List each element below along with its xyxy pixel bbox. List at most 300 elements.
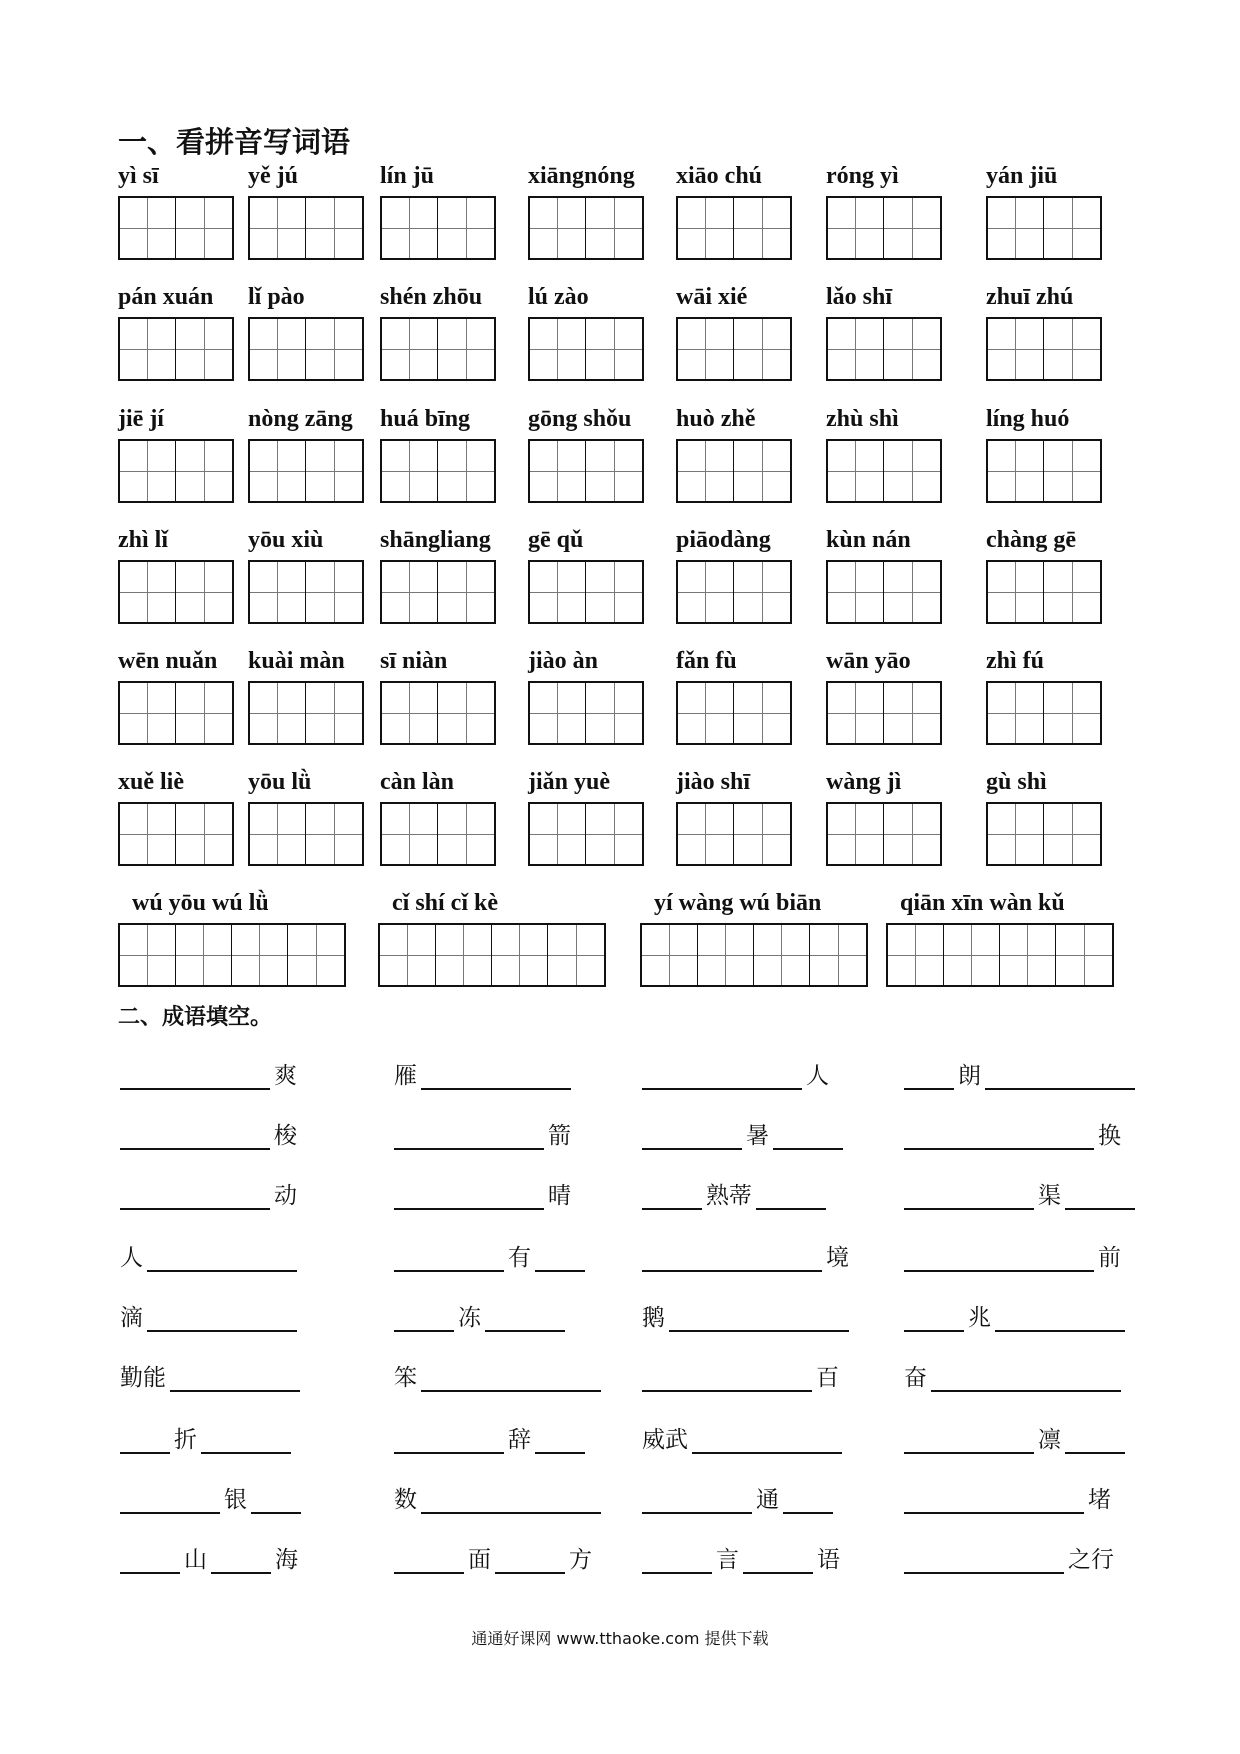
pinyin-label: shāngliang xyxy=(380,527,491,553)
idiom-item xyxy=(902,1050,1137,1090)
pinyin-label: zhù shì xyxy=(826,406,899,432)
tianzige-grid[interactable] xyxy=(826,802,942,866)
idiom-character: 前 xyxy=(1098,1245,1121,1271)
idiom-row xyxy=(0,1170,1240,1210)
idiom-item xyxy=(640,1534,842,1574)
idiom-row xyxy=(0,1534,1240,1574)
pinyin-label: zhì fú xyxy=(986,648,1045,674)
writing-cell[interactable] xyxy=(438,441,494,501)
writing-cell[interactable] xyxy=(120,319,176,379)
writing-cell[interactable] xyxy=(382,441,438,501)
writing-cell[interactable] xyxy=(734,441,790,501)
writing-cell[interactable] xyxy=(884,198,940,258)
idiom-character: 兆 xyxy=(968,1305,991,1331)
idiom-character: 银 xyxy=(224,1487,247,1513)
blank-line[interactable] xyxy=(904,1544,1064,1574)
tianzige-grid[interactable] xyxy=(528,317,644,381)
pinyin-label: piāodàng xyxy=(676,527,771,553)
writing-cell[interactable] xyxy=(438,683,494,743)
writing-cell[interactable] xyxy=(754,925,810,985)
pinyin-label: jiǎn yuè xyxy=(528,769,611,795)
tianzige-grid[interactable] xyxy=(676,439,792,503)
writing-cell[interactable] xyxy=(530,683,586,743)
writing-cell[interactable] xyxy=(1044,804,1100,864)
tianzige-grid[interactable] xyxy=(248,560,364,624)
writing-cell[interactable] xyxy=(1056,925,1112,985)
tianzige-grid[interactable] xyxy=(528,681,644,745)
writing-cell[interactable] xyxy=(120,562,176,622)
writing-cell[interactable] xyxy=(1000,925,1056,985)
tianzige-grid[interactable] xyxy=(826,439,942,503)
tianzige-grid[interactable] xyxy=(826,681,942,745)
idiom-character: 鹅 xyxy=(642,1305,665,1331)
pinyin-label: zhuī zhú xyxy=(986,284,1074,310)
writing-cell[interactable] xyxy=(944,925,1000,985)
writing-cell[interactable] xyxy=(288,925,344,985)
writing-cell[interactable] xyxy=(438,804,494,864)
idiom-character: 人 xyxy=(120,1245,143,1271)
writing-cell[interactable] xyxy=(492,925,548,985)
writing-cell[interactable] xyxy=(382,562,438,622)
tianzige-grid[interactable] xyxy=(118,560,234,624)
idiom-item xyxy=(118,1050,299,1090)
tianzige-grid[interactable] xyxy=(118,439,234,503)
tianzige-grid[interactable] xyxy=(676,196,792,260)
blank-line[interactable] xyxy=(120,1484,220,1514)
idiom-item xyxy=(392,1110,573,1150)
idiom-item xyxy=(118,1534,300,1574)
tianzige-grid[interactable] xyxy=(380,681,496,745)
writing-cell[interactable] xyxy=(176,804,232,864)
idiom-character: 渠 xyxy=(1038,1183,1061,1209)
tianzige-grid[interactable] xyxy=(676,317,792,381)
idiom-item xyxy=(640,1414,844,1454)
writing-cell[interactable] xyxy=(988,319,1044,379)
blank-line[interactable] xyxy=(773,1120,843,1150)
writing-cell[interactable] xyxy=(176,925,232,985)
tianzige-grid[interactable] xyxy=(248,681,364,745)
tianzige-grid[interactable] xyxy=(118,923,346,987)
writing-cell[interactable] xyxy=(530,441,586,501)
blank-line[interactable] xyxy=(170,1362,300,1392)
pinyin-label: wān yāo xyxy=(826,648,911,674)
blank-line[interactable] xyxy=(1065,1180,1135,1210)
blank-line[interactable] xyxy=(904,1180,1034,1210)
writing-cell[interactable] xyxy=(586,198,642,258)
writing-cell[interactable] xyxy=(828,198,884,258)
blank-line[interactable] xyxy=(394,1302,454,1332)
blank-line[interactable] xyxy=(904,1302,964,1332)
writing-cell[interactable] xyxy=(530,804,586,864)
writing-cell[interactable] xyxy=(548,925,604,985)
writing-cell[interactable] xyxy=(988,198,1044,258)
writing-cell[interactable] xyxy=(306,441,362,501)
blank-line[interactable] xyxy=(251,1484,301,1514)
writing-cell[interactable] xyxy=(828,319,884,379)
writing-cell[interactable] xyxy=(250,319,306,379)
idiom-character: 朗 xyxy=(958,1063,981,1089)
blank-line[interactable] xyxy=(147,1302,297,1332)
idiom-character: 言 xyxy=(716,1547,739,1573)
writing-cell[interactable] xyxy=(734,562,790,622)
pinyin-label: yě jú xyxy=(248,163,298,189)
tianzige-grid[interactable] xyxy=(886,923,1114,987)
pinyin-label: gē qǔ xyxy=(528,527,584,553)
blank-line[interactable] xyxy=(642,1544,712,1574)
writing-cell[interactable] xyxy=(120,683,176,743)
blank-line[interactable] xyxy=(1065,1424,1125,1454)
idiom-character: 之行 xyxy=(1068,1547,1114,1573)
blank-line[interactable] xyxy=(904,1424,1034,1454)
pinyin-row xyxy=(0,160,1240,280)
pinyin-row xyxy=(0,524,1240,644)
tianzige-grid[interactable] xyxy=(378,923,606,987)
idiom-item xyxy=(118,1110,299,1150)
writing-cell[interactable] xyxy=(888,925,944,985)
pinyin-label: huò zhě xyxy=(676,406,756,432)
writing-cell[interactable] xyxy=(1044,562,1100,622)
blank-line[interactable] xyxy=(743,1544,813,1574)
idiom-item xyxy=(392,1534,594,1574)
tianzige-grid[interactable] xyxy=(986,560,1102,624)
idiom-item xyxy=(392,1414,587,1454)
idiom-item xyxy=(902,1232,1123,1272)
pinyin-label: jiào shī xyxy=(676,769,751,795)
blank-line[interactable] xyxy=(756,1180,826,1210)
writing-cell[interactable] xyxy=(678,804,734,864)
blank-line[interactable] xyxy=(535,1424,585,1454)
idiom-character: 奋 xyxy=(904,1365,927,1391)
blank-line[interactable] xyxy=(642,1120,742,1150)
tianzige-grid[interactable] xyxy=(676,560,792,624)
idiom-item xyxy=(392,1292,567,1332)
pinyin-label: yán jiū xyxy=(986,163,1058,189)
writing-cell[interactable] xyxy=(438,198,494,258)
blank-line[interactable] xyxy=(642,1242,822,1272)
writing-cell[interactable] xyxy=(698,925,754,985)
blank-line[interactable] xyxy=(394,1180,544,1210)
blank-line[interactable] xyxy=(783,1484,833,1514)
writing-cell[interactable] xyxy=(176,683,232,743)
tianzige-grid[interactable] xyxy=(248,196,364,260)
idiom-item xyxy=(902,1352,1123,1392)
writing-cell[interactable] xyxy=(734,198,790,258)
writing-cell[interactable] xyxy=(176,562,232,622)
writing-cell[interactable] xyxy=(382,319,438,379)
blank-line[interactable] xyxy=(394,1544,464,1574)
tianzige-grid[interactable] xyxy=(248,439,364,503)
blank-line[interactable] xyxy=(120,1120,270,1150)
idiom-character: 数 xyxy=(394,1487,417,1513)
idiom-character: 晴 xyxy=(548,1183,571,1209)
pinyin-label: gōng shǒu xyxy=(528,406,632,432)
blank-line[interactable] xyxy=(495,1544,565,1574)
section-1-title: 一、看拼音写词语 xyxy=(118,125,351,159)
tianzige-grid[interactable] xyxy=(676,681,792,745)
idiom-row xyxy=(0,1352,1240,1392)
blank-line[interactable] xyxy=(642,1484,752,1514)
writing-cell[interactable] xyxy=(1044,319,1100,379)
writing-cell[interactable] xyxy=(828,804,884,864)
writing-cell[interactable] xyxy=(884,683,940,743)
tianzige-grid[interactable] xyxy=(826,317,942,381)
idiom-item xyxy=(392,1232,587,1272)
blank-line[interactable] xyxy=(669,1302,849,1332)
blank-line[interactable] xyxy=(421,1060,571,1090)
writing-cell[interactable] xyxy=(306,319,362,379)
blank-line[interactable] xyxy=(485,1302,565,1332)
pinyin-label: wāi xié xyxy=(676,284,748,310)
idiom-row xyxy=(0,1050,1240,1090)
idiom-character: 冻 xyxy=(458,1305,481,1331)
pinyin-row xyxy=(0,766,1240,886)
writing-cell[interactable] xyxy=(810,925,866,985)
idiom-item xyxy=(640,1110,845,1150)
tianzige-grid[interactable] xyxy=(248,802,364,866)
writing-cell[interactable] xyxy=(176,441,232,501)
writing-cell[interactable] xyxy=(250,441,306,501)
idiom-row xyxy=(0,1414,1240,1454)
blank-line[interactable] xyxy=(985,1060,1135,1090)
tianzige-grid[interactable] xyxy=(118,317,234,381)
blank-line[interactable] xyxy=(642,1180,702,1210)
tianzige-grid[interactable] xyxy=(986,317,1102,381)
tianzige-grid[interactable] xyxy=(528,196,644,260)
writing-cell[interactable] xyxy=(734,319,790,379)
idiom-character: 方 xyxy=(569,1547,592,1573)
pinyin-label: yí wàng wú biān xyxy=(654,890,822,916)
blank-line[interactable] xyxy=(201,1424,291,1454)
pinyin-label: líng huó xyxy=(986,406,1070,432)
idiom-character: 面 xyxy=(468,1547,491,1573)
idiom-character: 笨 xyxy=(394,1365,417,1391)
writing-cell[interactable] xyxy=(530,198,586,258)
pinyin-label: cǐ shí cǐ kè xyxy=(392,890,498,916)
blank-line[interactable] xyxy=(394,1242,504,1272)
idiom-item xyxy=(118,1474,303,1514)
writing-cell[interactable] xyxy=(586,683,642,743)
idiom-item xyxy=(640,1474,835,1514)
writing-cell[interactable] xyxy=(642,925,698,985)
pinyin-label: chàng gē xyxy=(986,527,1076,553)
writing-cell[interactable] xyxy=(884,804,940,864)
pinyin-label: xiāo chú xyxy=(676,163,763,189)
writing-cell[interactable] xyxy=(586,319,642,379)
writing-cell[interactable] xyxy=(120,198,176,258)
idiom-character: 换 xyxy=(1098,1123,1121,1149)
writing-cell[interactable] xyxy=(176,198,232,258)
writing-cell[interactable] xyxy=(176,319,232,379)
pinyin-label: càn làn xyxy=(380,769,455,795)
blank-line[interactable] xyxy=(120,1544,180,1574)
blank-line[interactable] xyxy=(120,1060,270,1090)
blank-line[interactable] xyxy=(642,1060,802,1090)
tianzige-grid[interactable] xyxy=(118,681,234,745)
pinyin-label: lín jū xyxy=(380,163,435,189)
writing-cell[interactable] xyxy=(678,198,734,258)
tianzige-grid[interactable] xyxy=(380,317,496,381)
idiom-character: 通 xyxy=(756,1487,779,1513)
tianzige-grid[interactable] xyxy=(248,317,364,381)
writing-cell[interactable] xyxy=(828,683,884,743)
blank-line[interactable] xyxy=(394,1424,504,1454)
writing-cell[interactable] xyxy=(734,683,790,743)
writing-cell[interactable] xyxy=(884,441,940,501)
tianzige-grid[interactable] xyxy=(640,923,868,987)
idiom-item xyxy=(392,1474,603,1514)
pinyin-label: wēn nuǎn xyxy=(118,648,218,674)
idiom-item xyxy=(640,1170,828,1210)
tianzige-grid[interactable] xyxy=(380,196,496,260)
writing-cell[interactable] xyxy=(678,441,734,501)
blank-line[interactable] xyxy=(904,1120,1094,1150)
pinyin-label: huá bīng xyxy=(380,406,471,432)
writing-cell[interactable] xyxy=(120,804,176,864)
pinyin-label: jiào àn xyxy=(528,648,599,674)
idiom-character: 凛 xyxy=(1038,1427,1061,1453)
pinyin-label: yōu xiù xyxy=(248,527,324,553)
idiom-item xyxy=(118,1292,299,1332)
idiom-item xyxy=(902,1474,1113,1514)
tianzige-grid[interactable] xyxy=(380,560,496,624)
writing-cell[interactable] xyxy=(438,562,494,622)
writing-cell[interactable] xyxy=(382,198,438,258)
writing-cell[interactable] xyxy=(884,319,940,379)
idiom-character: 山 xyxy=(184,1547,207,1573)
idiom-item xyxy=(902,1110,1123,1150)
pinyin-label: qiān xīn wàn kǔ xyxy=(900,890,1065,916)
idiom-item xyxy=(392,1170,573,1210)
blank-line[interactable] xyxy=(421,1362,601,1392)
writing-cell[interactable] xyxy=(988,804,1044,864)
pinyin-row xyxy=(0,403,1240,523)
writing-cell[interactable] xyxy=(678,683,734,743)
writing-cell[interactable] xyxy=(1044,441,1100,501)
idiom-item xyxy=(392,1352,603,1392)
writing-cell[interactable] xyxy=(250,562,306,622)
tianzige-grid[interactable] xyxy=(528,802,644,866)
tianzige-grid[interactable] xyxy=(528,439,644,503)
writing-cell[interactable] xyxy=(306,562,362,622)
writing-cell[interactable] xyxy=(530,562,586,622)
writing-cell[interactable] xyxy=(250,804,306,864)
blank-line[interactable] xyxy=(904,1242,1094,1272)
writing-cell[interactable] xyxy=(678,319,734,379)
tianzige-grid[interactable] xyxy=(380,802,496,866)
writing-cell[interactable] xyxy=(120,441,176,501)
writing-cell[interactable] xyxy=(306,198,362,258)
writing-cell[interactable] xyxy=(828,562,884,622)
writing-cell[interactable] xyxy=(586,562,642,622)
tianzige-grid[interactable] xyxy=(986,439,1102,503)
writing-cell[interactable] xyxy=(250,683,306,743)
pinyin-label: xiāngnóng xyxy=(528,163,635,189)
idiom-row xyxy=(0,1292,1240,1332)
writing-cell[interactable] xyxy=(988,441,1044,501)
writing-cell[interactable] xyxy=(678,562,734,622)
writing-cell[interactable] xyxy=(1044,198,1100,258)
idiom-character: 辞 xyxy=(508,1427,531,1453)
idiom-character: 语 xyxy=(817,1547,840,1573)
blank-line[interactable] xyxy=(535,1242,585,1272)
writing-cell[interactable] xyxy=(828,441,884,501)
pinyin-label: yì sī xyxy=(118,163,159,189)
pinyin-label: lǎo shī xyxy=(826,284,893,310)
writing-cell[interactable] xyxy=(380,925,436,985)
blank-line[interactable] xyxy=(147,1242,297,1272)
writing-cell[interactable] xyxy=(884,562,940,622)
tianzige-grid[interactable] xyxy=(528,560,644,624)
tianzige-grid[interactable] xyxy=(380,439,496,503)
writing-cell[interactable] xyxy=(1044,683,1100,743)
tianzige-grid[interactable] xyxy=(118,196,234,260)
tianzige-grid[interactable] xyxy=(986,681,1102,745)
idiom-character: 暑 xyxy=(746,1123,769,1149)
idiom-item xyxy=(640,1232,851,1272)
pinyin-label: nòng zāng xyxy=(248,406,353,432)
writing-cell[interactable] xyxy=(530,319,586,379)
writing-cell[interactable] xyxy=(120,925,176,985)
blank-line[interactable] xyxy=(904,1484,1084,1514)
tianzige-grid[interactable] xyxy=(986,196,1102,260)
writing-cell[interactable] xyxy=(586,441,642,501)
writing-cell[interactable] xyxy=(988,562,1044,622)
writing-cell[interactable] xyxy=(734,804,790,864)
writing-cell[interactable] xyxy=(382,683,438,743)
writing-cell[interactable] xyxy=(306,804,362,864)
idiom-character: 梭 xyxy=(274,1123,297,1149)
writing-cell[interactable] xyxy=(232,925,288,985)
pinyin-label: wú yōu wú lǜ xyxy=(132,890,269,916)
writing-cell[interactable] xyxy=(250,198,306,258)
writing-cell[interactable] xyxy=(306,683,362,743)
writing-cell[interactable] xyxy=(436,925,492,985)
idiom-character: 威武 xyxy=(642,1427,688,1453)
tianzige-grid[interactable] xyxy=(676,802,792,866)
tianzige-grid[interactable] xyxy=(118,802,234,866)
blank-line[interactable] xyxy=(642,1362,812,1392)
blank-line[interactable] xyxy=(211,1544,271,1574)
pinyin-label: wàng jì xyxy=(826,769,902,795)
idiom-item xyxy=(118,1232,299,1272)
blank-line[interactable] xyxy=(120,1180,270,1210)
pinyin-label: gù shì xyxy=(986,769,1047,795)
writing-cell[interactable] xyxy=(988,683,1044,743)
blank-line[interactable] xyxy=(120,1424,170,1454)
pinyin-row xyxy=(0,281,1240,401)
footer-credit: 通通好课网 www.tthaoke.com 提供下载 xyxy=(471,1629,769,1648)
tianzige-grid[interactable] xyxy=(986,802,1102,866)
tianzige-grid[interactable] xyxy=(826,196,942,260)
blank-line[interactable] xyxy=(995,1302,1125,1332)
tianzige-grid[interactable] xyxy=(826,560,942,624)
blank-line[interactable] xyxy=(421,1484,601,1514)
idiom-character: 勤能 xyxy=(120,1365,166,1391)
writing-cell[interactable] xyxy=(586,804,642,864)
pinyin-row xyxy=(0,887,1240,1007)
writing-cell[interactable] xyxy=(438,319,494,379)
idiom-item xyxy=(640,1292,851,1332)
blank-line[interactable] xyxy=(904,1060,954,1090)
blank-line[interactable] xyxy=(692,1424,842,1454)
blank-line[interactable] xyxy=(931,1362,1121,1392)
idiom-row xyxy=(0,1474,1240,1514)
blank-line[interactable] xyxy=(394,1120,544,1150)
pinyin-label: kùn nán xyxy=(826,527,911,553)
section-2-title: 二、成语填空。 xyxy=(118,1005,273,1030)
writing-cell[interactable] xyxy=(382,804,438,864)
idiom-character: 海 xyxy=(275,1547,298,1573)
